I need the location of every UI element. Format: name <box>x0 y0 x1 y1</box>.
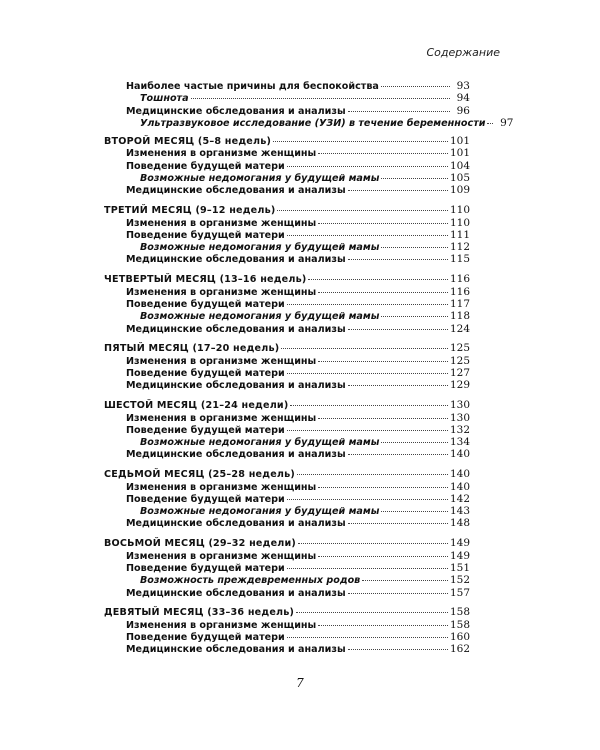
toc-entry-page: 111 <box>449 228 470 241</box>
dot-leader <box>318 153 448 154</box>
toc-entry-page: 125 <box>449 354 470 367</box>
toc-entry-page: 149 <box>449 549 470 562</box>
toc-entry-title: Поведение будущей матери <box>126 424 285 436</box>
toc-entry <box>104 412 470 424</box>
toc-entry-title: СЕДЬМОЙ МЕСЯЦ (25–28 недель) <box>104 469 295 481</box>
toc-entry-title: Медицинские обследования и анализы <box>126 518 346 530</box>
toc-entry <box>104 643 470 655</box>
toc-entry-page: 96 <box>456 104 470 117</box>
table-of-contents <box>104 80 514 656</box>
toc-entry <box>104 184 470 196</box>
toc-entry-title: Медицинские обследования и анализы <box>126 105 346 117</box>
toc-entry-title: Поведение будущей матери <box>126 298 285 310</box>
dot-leader <box>348 190 448 191</box>
toc-entry-title: Медицинские обследования и анализы <box>126 380 346 392</box>
toc-entry-page: 104 <box>449 159 470 172</box>
toc-entry-title: Поведение будущей матери <box>126 229 285 241</box>
toc-entry-page: 130 <box>449 399 470 412</box>
toc-entry-page: 140 <box>449 468 470 481</box>
dot-leader <box>348 454 448 455</box>
toc-entry-page: 117 <box>449 297 470 310</box>
dot-leader <box>298 543 448 544</box>
toc-entry <box>104 217 470 229</box>
toc-entry-page: 151 <box>449 561 470 574</box>
toc-entry <box>104 323 470 335</box>
toc-entry-page: 116 <box>449 285 470 298</box>
toc-entry-title: Возможные недомогания у будущей мамы <box>140 173 380 185</box>
toc-entry <box>104 310 470 322</box>
toc-entry-page: 148 <box>449 517 470 530</box>
toc-entry-page: 132 <box>449 423 470 436</box>
toc-entry-title: Изменения в организме женщины <box>126 550 317 562</box>
page-number: 7 <box>296 676 304 690</box>
dot-leader <box>273 141 448 142</box>
toc-entry <box>104 424 470 436</box>
toc-entry-title: Поведение будущей матери <box>126 368 285 380</box>
toc-entry-page: 140 <box>449 448 470 461</box>
toc-entry <box>104 505 470 517</box>
toc-entry <box>104 116 514 129</box>
toc-entry-title: Медицинские обследования и анализы <box>126 323 346 335</box>
toc-entry-page: 116 <box>449 273 470 286</box>
toc-entry-title: Медицинские обследования и анализы <box>126 185 346 197</box>
dot-leader <box>297 474 448 475</box>
toc-entry-title: Изменения в организме женщины <box>126 355 317 367</box>
dot-leader <box>318 292 448 293</box>
toc-entry-page: 110 <box>449 204 470 217</box>
toc-entry-title: Изменения в организме женщины <box>126 217 317 229</box>
toc-entry-title: Изменения в организме женщины <box>126 148 317 160</box>
toc-entry-title: Возможность преждевременных родов <box>140 575 361 587</box>
dot-leader <box>287 499 448 500</box>
toc-entry <box>104 367 470 379</box>
toc-entry <box>104 253 470 265</box>
toc-chapter-entry <box>104 342 470 354</box>
dot-leader <box>381 316 448 317</box>
toc-entry-title: ВТОРОЙ МЕСЯЦ (5–8 недель) <box>104 136 272 148</box>
toc-entry <box>104 298 470 310</box>
toc-entry <box>104 574 470 586</box>
toc-entry <box>104 355 470 367</box>
toc-entry-title: ШЕСТОЙ МЕСЯЦ (21–24 недели) <box>104 400 289 412</box>
toc-entry <box>104 379 470 391</box>
dot-leader <box>287 373 448 374</box>
toc-entry <box>104 550 470 562</box>
toc-entry-title: Поведение будущей матери <box>126 632 285 644</box>
toc-entry-title: Изменения в организме женщины <box>126 412 317 424</box>
toc-entry-page: 105 <box>449 172 470 185</box>
dot-leader <box>381 247 448 248</box>
dot-leader <box>381 86 450 87</box>
toc-entry <box>104 517 470 529</box>
dot-leader <box>287 430 448 431</box>
toc-entry-page: 142 <box>449 492 470 505</box>
toc-entry-title: ПЯТЫЙ МЕСЯЦ (17–20 недель) <box>104 343 280 355</box>
dot-leader <box>381 178 448 179</box>
running-header: Содержание <box>426 46 500 59</box>
dot-leader <box>308 279 447 280</box>
toc-entry-title: Возможные недомогания у будущей мамы <box>140 311 380 323</box>
toc-chapter-entry <box>104 273 470 285</box>
toc-entry-title: Возможные недомогания у будущей мамы <box>140 437 380 449</box>
toc-entry-title: Изменения в организме женщины <box>126 619 317 631</box>
toc-entry-page: 157 <box>449 586 470 599</box>
dot-leader <box>348 649 448 650</box>
toc-entry-page: 140 <box>449 480 470 493</box>
toc-entry <box>104 631 470 643</box>
dot-leader <box>287 166 448 167</box>
toc-entry <box>104 92 470 104</box>
dot-leader <box>348 385 448 386</box>
toc-entry-title: Медицинские обследования и анализы <box>126 587 346 599</box>
dot-leader <box>191 98 450 99</box>
toc-entry <box>104 160 470 172</box>
toc-entry-page: 143 <box>449 505 470 518</box>
toc-entry-page: 158 <box>449 606 470 619</box>
toc-entry <box>104 448 470 460</box>
dot-leader <box>362 580 448 581</box>
toc-entry-page: 125 <box>449 342 470 355</box>
dot-leader <box>348 111 450 112</box>
dot-leader <box>348 523 448 524</box>
toc-entry-page: 112 <box>449 241 470 254</box>
toc-entry <box>104 80 470 92</box>
toc-entry <box>104 229 470 241</box>
toc-entry-page: 110 <box>449 216 470 229</box>
toc-entry-title: Возможные недомогания у будущей мамы <box>140 242 380 254</box>
toc-entry <box>104 241 470 253</box>
dot-leader <box>348 593 448 594</box>
dot-leader <box>318 625 448 626</box>
toc-entry <box>104 587 470 599</box>
toc-entry <box>104 286 470 298</box>
toc-entry-title: Поведение будущей матери <box>126 562 285 574</box>
toc-entry-page: 152 <box>449 574 470 587</box>
toc-entry-title: Медицинские обследования и анализы <box>126 254 346 266</box>
toc-entry <box>104 436 470 448</box>
toc-entry-title: Возможные недомогания у будущей мамы <box>140 506 380 518</box>
dot-leader <box>487 123 493 124</box>
toc-entry-page: 162 <box>449 643 470 656</box>
dot-leader <box>381 511 448 512</box>
toc-entry-page: 115 <box>449 253 470 266</box>
dot-leader <box>281 348 448 349</box>
toc-entry-title: Медицинские обследования и анализы <box>126 644 346 656</box>
toc-entry <box>104 493 470 505</box>
toc-entry-page: 160 <box>449 631 470 644</box>
toc-entry-title: Поведение будущей матери <box>126 160 285 172</box>
toc-entry <box>104 172 470 184</box>
toc-entry <box>104 562 470 574</box>
toc-chapter-entry <box>104 399 470 411</box>
dot-leader <box>318 487 448 488</box>
toc-entry-page: 124 <box>449 322 470 335</box>
toc-entry-page: 109 <box>449 184 470 197</box>
toc-entry-page: 134 <box>449 436 470 449</box>
toc-entry <box>104 105 470 117</box>
toc-entry-page: 97 <box>500 116 514 129</box>
toc-entry-page: 101 <box>449 147 470 160</box>
toc-entry-page: 101 <box>449 135 470 148</box>
toc-entry-page: 118 <box>449 310 470 323</box>
toc-entry-page: 149 <box>449 537 470 550</box>
toc-chapter-entry <box>104 204 470 216</box>
toc-entry <box>104 619 470 631</box>
toc-entry <box>104 147 470 159</box>
dot-leader <box>348 259 448 260</box>
toc-entry-page: 127 <box>449 367 470 380</box>
dot-leader <box>318 361 448 362</box>
toc-entry-page: 93 <box>456 80 470 92</box>
toc-entry-title: Наиболее частые причины для беспокойства <box>126 81 379 92</box>
dot-leader <box>290 405 448 406</box>
toc-entry-title: Изменения в организме женщины <box>126 286 317 298</box>
toc-entry-page: 130 <box>449 411 470 424</box>
dot-leader <box>318 556 448 557</box>
toc-entry-title: ДЕВЯТЫЙ МЕСЯЦ (33–36 недель) <box>104 607 295 619</box>
dot-leader <box>287 235 448 236</box>
toc-entry-title: Поведение будущей матери <box>126 493 285 505</box>
toc-entry-page: 158 <box>449 618 470 631</box>
toc-entry-title: ЧЕТВЕРТЫЙ МЕСЯЦ (13–16 недель) <box>104 274 307 286</box>
dot-leader <box>287 304 448 305</box>
toc-entry-title: Ультразвуковое исследование (УЗИ) в течение беременности <box>140 117 486 129</box>
dot-leader <box>287 637 448 638</box>
toc-entry-title: Тошнота <box>140 93 189 105</box>
toc-entry-title: Изменения в организме женщины <box>126 481 317 493</box>
dot-leader <box>277 210 447 211</box>
toc-entry-page: 94 <box>456 92 470 105</box>
toc-entry-title: ВОСЬМОЙ МЕСЯЦ (29–32 недели) <box>104 538 297 550</box>
toc-entry <box>104 481 470 493</box>
dot-leader <box>318 418 448 419</box>
toc-entry-title: ТРЕТИЙ МЕСЯЦ (9–12 недель) <box>104 205 276 217</box>
toc-entry-page: 129 <box>449 379 470 392</box>
toc-chapter-entry <box>104 468 470 480</box>
toc-entry-title: Медицинские обследования и анализы <box>126 449 346 461</box>
toc-chapter-entry <box>104 537 470 549</box>
toc-chapter-entry <box>104 135 470 147</box>
dot-leader <box>381 442 448 443</box>
toc-chapter-entry <box>104 606 470 618</box>
dot-leader <box>348 329 448 330</box>
dot-leader <box>296 612 448 613</box>
dot-leader <box>318 223 448 224</box>
dot-leader <box>287 568 448 569</box>
